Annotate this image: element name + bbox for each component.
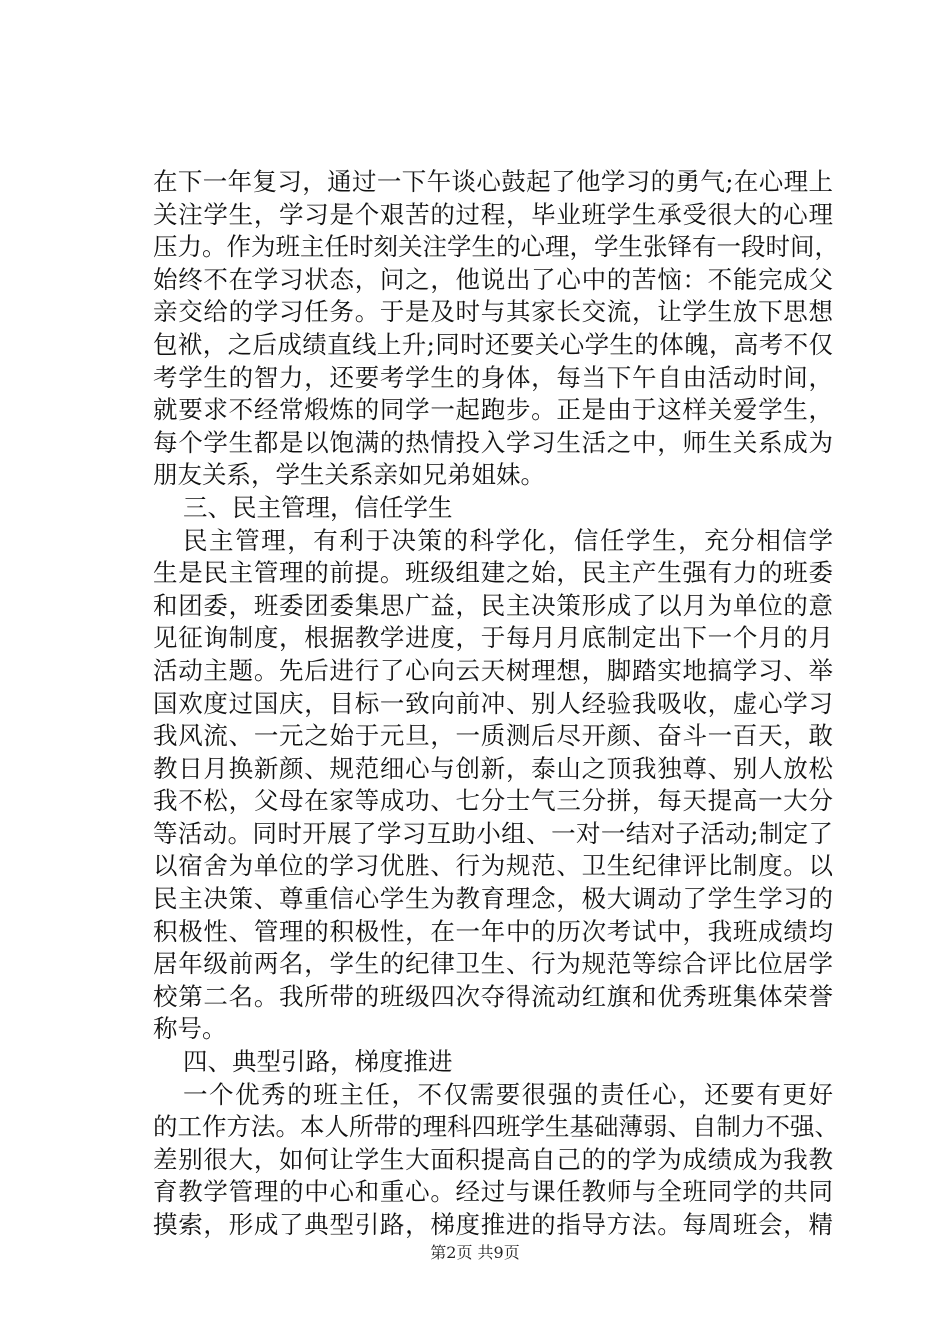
section-heading: 四、典型引路，梯度推进: [183, 1047, 453, 1077]
text-line: 见征询制度，根据教学进度，于每月月底制定出下一个月的月: [153, 623, 833, 653]
text-line: 始终不在学习状态，问之，他说出了心中的苦恼：不能完成父: [153, 264, 833, 294]
text-line: 关注学生，学习是个艰苦的过程，毕业班学生承受很大的心理: [153, 199, 833, 229]
text-line: 和团委，班委团委集思广益，民主决策形成了以月为单位的意: [153, 590, 833, 620]
text-line: 压力。作为班主任时刻关注学生的心理，学生张铎有一段时间，: [153, 232, 839, 262]
text-line: 差别很大，如何让学生大面积提高自己的的学为成绩成为我教: [153, 1144, 833, 1174]
text-line: 国欢度过国庆，目标一致向前冲、别人经验我吸收，虚心学习: [153, 688, 833, 718]
text-line: 我风流、一元之始于元旦，一质测后尽开颜、奋斗一百天，敢: [153, 721, 833, 751]
text-line: 校第二名。我所带的班级四次夺得流动红旗和优秀班集体荣誉: [153, 981, 833, 1011]
text-line: 育教学管理的中心和重心。经过与课任教师与全班同学的共同: [153, 1177, 833, 1207]
text-line: 生是民主管理的前提。班级组建之始，民主产生强有力的班委: [153, 558, 833, 588]
text-line: 亲交给的学习任务。于是及时与其家长交流，让学生放下思想: [153, 297, 833, 327]
text-line: 一个优秀的班主任，不仅需要很强的责任心，还要有更好: [183, 1079, 833, 1109]
text-line: 积极性、管理的积极性，在一年中的历次考试中，我班成绩均: [153, 916, 833, 946]
text-line: 教日月换新颜、规范细心与创新，泰山之顶我独尊、别人放松: [153, 753, 833, 783]
text-line: 包袱，之后成绩直线上升;同时还要关心学生的体魄，高考不仅: [153, 329, 833, 359]
document-body: [153, 166, 839, 1242]
text-line: 我不松，父母在家等成功、七分士气三分拼，每天提高一大分: [153, 786, 833, 816]
text-line: 活动主题。先后进行了心向云天树理想，脚踏实地搞学习、举: [153, 655, 833, 685]
text-line: 考学生的智力，还要考学生的身体，每当下午自由活动时间，: [153, 362, 833, 392]
text-line: 称号。: [153, 1014, 227, 1044]
text-line: 居年级前两名，学生的纪律卫生、行为规范等综合评比位居学: [153, 949, 833, 979]
text-line: 民主管理，有利于决策的科学化，信任学生，充分相信学: [183, 525, 833, 555]
text-line: 摸索，形成了典型引路，梯度推进的指导方法。每周班会，精: [153, 1210, 833, 1239]
text-line: 民主决策、尊重信心学生为教育理念，极大调动了学生学习的: [153, 884, 833, 914]
text-line: 在下一年复习，通过一下午谈心鼓起了他学习的勇气;在心理上: [153, 167, 833, 196]
page-number-footer: 第2页 共9页: [430, 1243, 520, 1262]
text-line: 朋友关系，学生关系亲如兄弟姐妹。: [153, 460, 545, 490]
text-line: 的工作方法。本人所带的理科四班学生基础薄弱、自制力不强、: [153, 1112, 839, 1142]
section-heading: 三、民主管理，信任学生: [183, 492, 453, 522]
text-line: 就要求不经常煅炼的同学一起跑步。正是由于这样关爱学生，: [153, 395, 833, 425]
text-line: 每个学生都是以饱满的热情投入学习生活之中，师生关系成为: [153, 427, 833, 457]
text-line: 等活动。同时开展了学习互助小组、一对一结对子活动;制定了: [153, 818, 833, 848]
text-line: 以宿舍为单位的学习优胜、行为规范、卫生纪律评比制度。以: [153, 851, 833, 881]
